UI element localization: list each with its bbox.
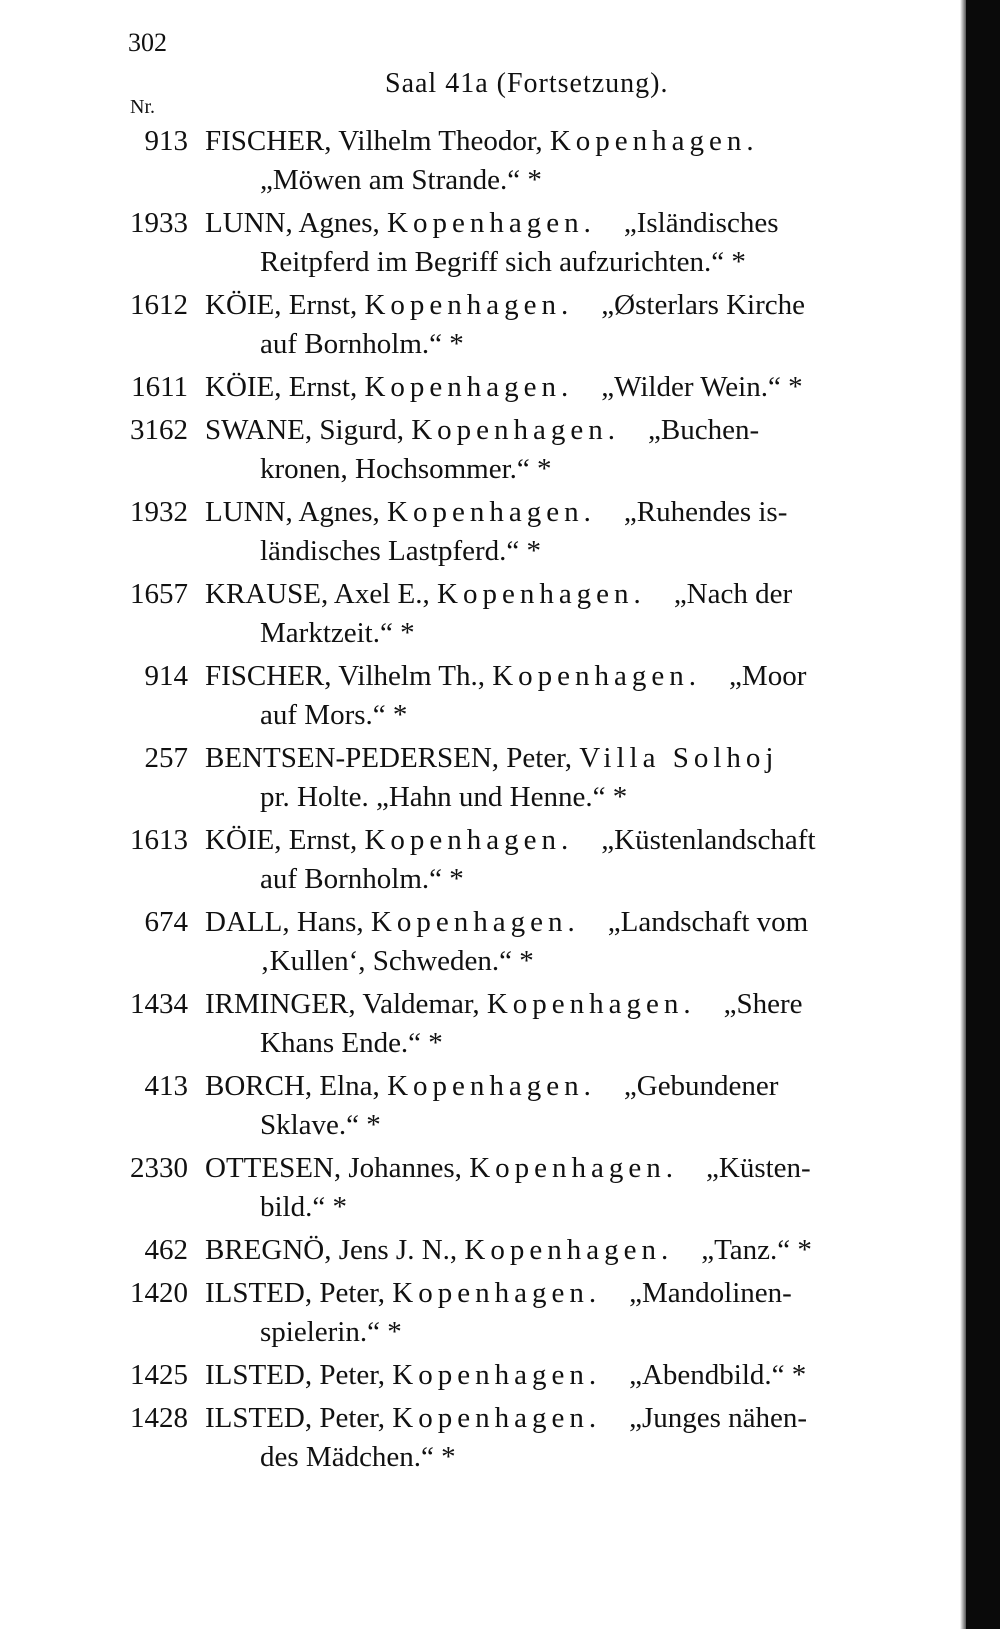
- artist-name: LUNN, Agnes,: [205, 496, 380, 528]
- entry-number: 1611: [131, 371, 188, 403]
- entry-first-line: [205, 204, 940, 243]
- entry-first-line: [205, 1067, 940, 1106]
- artist-name: ILSTED, Peter,: [205, 1277, 386, 1309]
- entry-first-line: [205, 739, 940, 778]
- catalog-entry: [0, 122, 960, 200]
- catalog-entry: [0, 1231, 960, 1270]
- catalog-entry: [0, 903, 960, 981]
- artist-name: KÖIE, Ernst,: [205, 371, 358, 403]
- artist-name: BORCH, Elna,: [205, 1070, 380, 1102]
- entry-number: 1932: [130, 496, 188, 528]
- artwork-title-continuation: ländisches Lastpferd.“ *: [260, 535, 542, 567]
- entry-body: [205, 575, 940, 653]
- entry-number: 1612: [130, 289, 188, 321]
- entry-first-line: [205, 1149, 940, 1188]
- entry-first-line: [205, 286, 940, 325]
- catalog-entry: [0, 1149, 960, 1227]
- artist-city: Kopenhagen.: [549, 125, 759, 157]
- artwork-title-continuation: auf Bornholm.“ *: [260, 328, 464, 360]
- entry-first-line: [205, 903, 940, 942]
- artwork-title-continuation: „Möwen am Strande.“ *: [260, 164, 542, 196]
- entry-body: [205, 739, 940, 817]
- catalog-entry: [0, 204, 960, 282]
- entry-number: 674: [144, 906, 188, 938]
- catalog-entry-list: [0, 122, 960, 1481]
- entry-first-line: [205, 122, 940, 161]
- entry-number: 1657: [130, 578, 188, 610]
- entry-body: [205, 903, 940, 981]
- artwork-title-start: „Küstenlandschaft: [601, 824, 816, 856]
- entry-body: [205, 411, 940, 489]
- catalog-entry: [0, 1067, 960, 1145]
- artist-name: FISCHER, Vilhelm Th.,: [205, 660, 485, 692]
- entry-first-line: [205, 368, 940, 407]
- artist-name: KÖIE, Ernst,: [205, 824, 358, 856]
- artist-name: ILSTED, Peter,: [205, 1359, 386, 1391]
- artwork-title-continuation: Khans Ende.“ *: [260, 1027, 443, 1059]
- catalog-entry: [0, 493, 960, 571]
- entry-first-line: [205, 411, 940, 450]
- page-number: 302: [128, 28, 167, 57]
- artist-name: KÖIE, Ernst,: [205, 289, 358, 321]
- entry-number: 413: [144, 1070, 188, 1102]
- artwork-title-start: „Landschaft vom: [607, 906, 809, 938]
- artist-city: Kopenhagen.: [387, 207, 596, 239]
- artist-city: Kopenhagen.: [464, 1234, 674, 1266]
- artist-name: ILSTED, Peter,: [205, 1402, 386, 1434]
- entry-first-line: [205, 985, 940, 1024]
- artist-name: IRMINGER, Valdemar,: [205, 988, 480, 1020]
- entry-body: [205, 1149, 940, 1227]
- artwork-title-continuation: spielerin.“ *: [260, 1316, 402, 1348]
- entry-body: [205, 286, 940, 364]
- entry-number: 1428: [130, 1402, 188, 1434]
- artist-city: Kopenhagen.: [364, 371, 574, 403]
- artwork-title-start: „Ruhendes is-: [623, 496, 788, 528]
- artwork-title-start: „Nach der: [673, 578, 793, 610]
- artwork-title-continuation: Sklave.“ *: [260, 1109, 381, 1141]
- artist-city: Kopenhagen.: [469, 1152, 678, 1184]
- catalog-entry: [0, 985, 960, 1063]
- artwork-title-start: „Wilder Wein.“ *: [601, 371, 803, 403]
- entry-first-line: [205, 493, 940, 532]
- artwork-title-start: „Gebundener: [623, 1070, 779, 1102]
- artwork-title-start: „Buchen-: [648, 414, 760, 446]
- artist-name: LUNN, Agnes,: [205, 207, 380, 239]
- entry-first-line: [205, 1231, 940, 1270]
- artwork-title-continuation: auf Mors.“ *: [260, 699, 408, 731]
- artist-name: SWANE, Sigurd,: [205, 414, 404, 446]
- section-heading: Saal 41a (Fortsetzung).: [385, 68, 669, 99]
- entry-body: [205, 1067, 940, 1145]
- artist-name: BENTSEN-PEDERSEN, Peter,: [205, 742, 572, 774]
- entry-body: [205, 821, 940, 899]
- artist-city: Kopenhagen.: [364, 824, 574, 856]
- artist-name: DALL, Hans,: [205, 906, 364, 938]
- artwork-title-start: „Isländisches: [623, 207, 779, 239]
- entry-number: 1425: [130, 1359, 188, 1391]
- entry-body: [205, 657, 940, 735]
- artwork-title-continuation: ‚Kullen‘, Schweden.“ *: [260, 945, 534, 977]
- catalog-entry: [0, 1274, 960, 1352]
- entry-first-line: [205, 657, 940, 696]
- entry-number: 3162: [130, 414, 188, 446]
- entry-body: [205, 122, 940, 200]
- artwork-title-start: „Abendbild.“ *: [629, 1359, 807, 1391]
- entry-body: [205, 368, 940, 407]
- entry-number: 257: [144, 742, 188, 774]
- artist-city: Villa Solhoj: [579, 742, 779, 774]
- artwork-title-start: „Østerlars Kirche: [601, 289, 806, 321]
- artwork-title-continuation: Reitpferd im Begriff sich aufzurichten.“ *: [260, 246, 746, 278]
- entry-body: [205, 1231, 940, 1270]
- artwork-title-start: „Tanz.“ *: [701, 1234, 812, 1266]
- artwork-title-start: „Shere: [723, 988, 803, 1020]
- catalog-entry: [0, 821, 960, 899]
- artist-name: OTTESEN, Johannes,: [205, 1152, 462, 1184]
- nr-column-label: Nr.: [130, 96, 155, 118]
- catalog-entry: [0, 411, 960, 489]
- artist-city: Kopenhagen.: [437, 578, 646, 610]
- artwork-title-start: „Moor: [729, 660, 807, 692]
- artist-name: FISCHER, Vilhelm Theodor,: [205, 125, 543, 157]
- artwork-title-continuation: auf Bornholm.“ *: [260, 863, 464, 895]
- entry-number: 914: [144, 660, 188, 692]
- artwork-title-continuation: des Mädchen.“ *: [260, 1441, 456, 1473]
- artist-city: Kopenhagen.: [486, 988, 696, 1020]
- artwork-title-continuation: kronen, Hochsommer.“ *: [260, 453, 552, 485]
- artist-name: KRAUSE, Axel E.,: [205, 578, 430, 610]
- artist-city: Kopenhagen.: [392, 1359, 602, 1391]
- artist-city: Kopenhagen.: [364, 289, 574, 321]
- artist-city: Kopenhagen.: [370, 906, 580, 938]
- entry-body: [205, 1356, 940, 1395]
- entry-body: [205, 204, 940, 282]
- entry-number: 462: [144, 1234, 188, 1266]
- book-gutter-edge: [966, 0, 1000, 1629]
- entry-number: 1933: [130, 207, 188, 239]
- artist-city: Kopenhagen.: [492, 660, 702, 692]
- entry-number: 1434: [130, 988, 188, 1020]
- entry-first-line: [205, 575, 940, 614]
- entry-number: 1420: [130, 1277, 188, 1309]
- artist-city: Kopenhagen.: [392, 1277, 602, 1309]
- catalog-entry: [0, 1399, 960, 1477]
- artist-city: Kopenhagen.: [387, 496, 596, 528]
- entry-first-line: [205, 1399, 940, 1438]
- entry-body: [205, 985, 940, 1063]
- entry-first-line: [205, 1274, 940, 1313]
- artist-city: Kopenhagen.: [387, 1070, 596, 1102]
- artist-name: BREGNÖ, Jens J. N.,: [205, 1234, 458, 1266]
- entry-number: 913: [144, 125, 188, 157]
- entry-number: 1613: [130, 824, 188, 856]
- artwork-title-continuation: Marktzeit.“ *: [260, 617, 415, 649]
- artwork-title-start: „Mandolinen-: [629, 1277, 792, 1309]
- artwork-title-continuation: pr. Holte. „Hahn und Henne.“ *: [260, 781, 628, 813]
- artwork-title-start: „Junges nähen-: [629, 1402, 808, 1434]
- artwork-title-start: „Küsten-: [706, 1152, 811, 1184]
- catalog-entry: [0, 739, 960, 817]
- entry-body: [205, 1274, 940, 1352]
- entry-first-line: [205, 1356, 940, 1395]
- entry-body: [205, 1399, 940, 1477]
- entry-first-line: [205, 821, 940, 860]
- artist-city: Kopenhagen.: [392, 1402, 602, 1434]
- catalog-entry: [0, 368, 960, 407]
- catalog-entry: [0, 1356, 960, 1395]
- artist-city: Kopenhagen.: [411, 414, 621, 446]
- catalog-entry: [0, 286, 960, 364]
- catalog-entry: [0, 575, 960, 653]
- artwork-title-continuation: bild.“ *: [260, 1191, 347, 1223]
- entry-number: 2330: [130, 1152, 188, 1184]
- catalog-entry: [0, 657, 960, 735]
- entry-body: [205, 493, 940, 571]
